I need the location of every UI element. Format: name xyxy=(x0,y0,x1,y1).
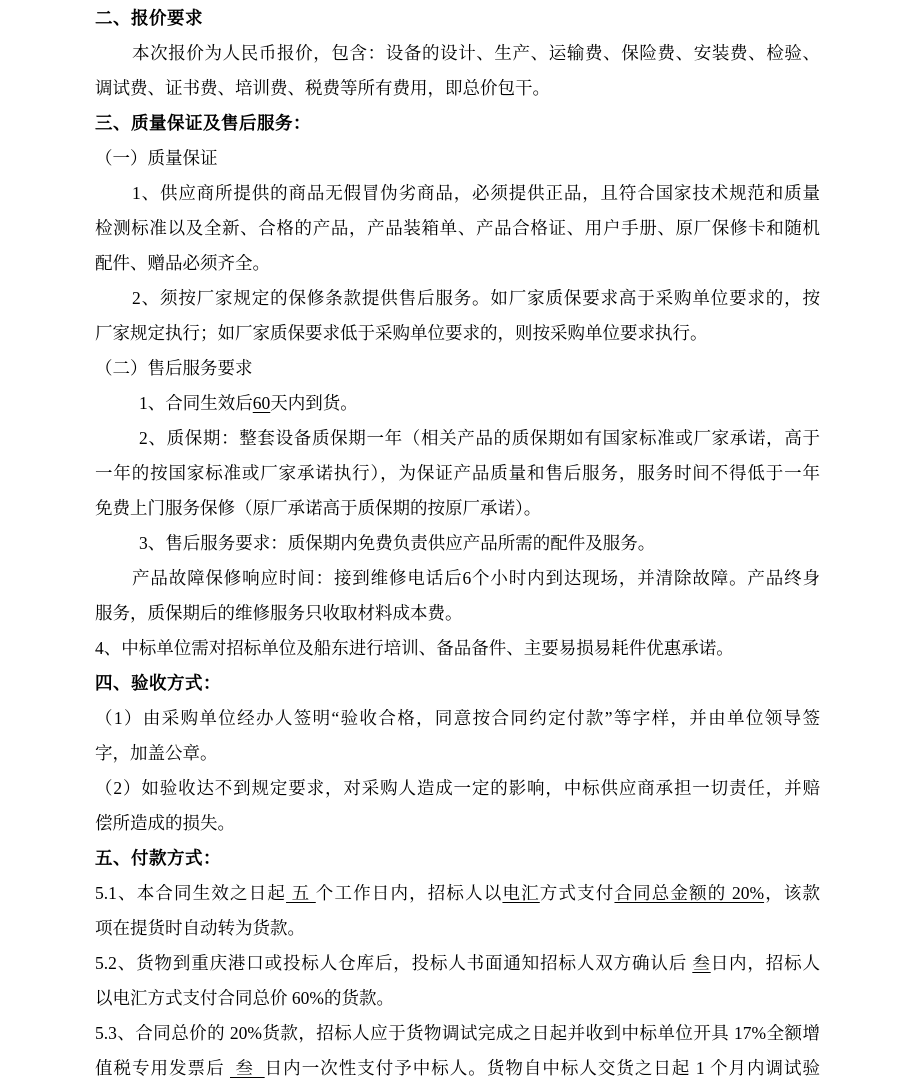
text-line xyxy=(95,316,820,351)
text-segment: 产品故障保修响应时间：接到维修电话后6个小时内到达现场，并清除故障。产品终身 xyxy=(132,568,820,588)
text-segment: 5.1、本合同生效之日起 xyxy=(95,883,287,903)
section-heading xyxy=(95,666,820,701)
text-segment: 项在提货时自动转为货款。 xyxy=(95,918,305,938)
text-segment: 厂家规定执行；如厂家质保要求低于采购单位要求的，则按采购单位要求执行。 xyxy=(95,323,708,343)
text-segment: 以电汇方式支付合同总价 60%的货款。 xyxy=(95,988,394,1008)
text-segment: 调试费、证书费、培训费、税费等所有费用，即总价包干。 xyxy=(95,78,550,98)
text-line xyxy=(95,456,820,491)
text-segment: 五、付款方式： xyxy=(95,848,221,868)
text-segment: 四、验收方式： xyxy=(95,673,221,693)
text-line xyxy=(95,806,820,841)
text-line xyxy=(95,246,820,281)
text-line xyxy=(95,386,820,421)
text-line xyxy=(95,1016,820,1051)
text-line xyxy=(95,36,820,71)
text-segment: 方式支付 xyxy=(539,883,615,903)
text-segment: （1）由采购单位经办人签明“验收合格，同意按合同约定付款”等字样，并由单位领导签 xyxy=(95,708,820,728)
text-segment: 配件、赠品必须齐全。 xyxy=(95,253,270,273)
section-heading xyxy=(95,841,820,876)
text-line xyxy=(95,176,820,211)
text-segment: 二、报价要求 xyxy=(95,8,203,28)
text-segment: 5.3、合同总价的 20%货款，招标人应于货物调试完成之日起并收到中标单位开具 17%全额增 xyxy=(95,1023,820,1043)
underlined-value: 叁 xyxy=(229,1058,265,1078)
text-line xyxy=(95,946,820,981)
section-heading xyxy=(95,106,820,141)
text-line xyxy=(95,211,820,246)
text-line xyxy=(95,71,820,106)
text-segment: 检测标准以及全新、合格的产品，产品装箱单、产品合格证、用户手册、原厂保修卡和随机 xyxy=(95,218,820,238)
text-line xyxy=(95,981,820,1016)
text-segment: 值税专用发票后 xyxy=(95,1058,230,1078)
text-line xyxy=(95,701,820,736)
underlined-value: 叁 xyxy=(692,953,711,973)
text-segment: 免费上门服务保修（原厂承诺高于质保期的按原厂承诺）。 xyxy=(95,498,542,518)
text-segment: 3、售后服务要求：质保期内免费负责供应产品所需的配件及服务。 xyxy=(139,533,656,553)
text-segment: 4、中标单位需对招标单位及船东进行培训、备品备件、主要易损易耗件优惠承诺。 xyxy=(95,638,734,658)
underlined-value: 60 xyxy=(252,393,271,413)
text-line xyxy=(95,631,820,666)
text-segment: 2、须按厂家规定的保修条款提供售后服务。如厂家质保要求高于采购单位要求的，按 xyxy=(132,288,820,308)
text-segment: 日内，招标人 xyxy=(710,953,820,973)
text-segment: 2、质保期：整套设备质保期一年（相关产品的质保期如有国家标准或厂家承诺，高于 xyxy=(139,428,820,448)
text-segment: 字，加盖公章。 xyxy=(95,743,218,763)
text-line xyxy=(95,736,820,771)
underlined-value: 合同总金额的 20% xyxy=(614,883,765,903)
text-line xyxy=(95,911,820,946)
text-segment: （二）售后服务要求 xyxy=(95,358,253,378)
document-body xyxy=(95,1,820,1086)
text-segment: 1、供应商所提供的商品无假冒伪劣商品，必须提供正品，且符合国家技术规范和质量 xyxy=(132,183,820,203)
text-line xyxy=(95,526,820,561)
underlined-value: 电汇 xyxy=(502,883,540,903)
text-segment: 个工作日内，招标人以 xyxy=(315,883,503,903)
text-line xyxy=(95,491,820,526)
text-segment: 1、合同生效后 xyxy=(139,393,253,413)
text-segment: 三、质量保证及售后服务： xyxy=(95,113,311,133)
text-line xyxy=(95,561,820,596)
text-segment: （2）如验收达不到规定要求，对采购人造成一定的影响，中标供应商承担一切责任，并赔 xyxy=(95,778,820,798)
text-segment: 天内到货。 xyxy=(270,393,358,413)
text-line xyxy=(95,141,820,176)
text-segment: 本次报价为人民币报价，包含：设备的设计、生产、运输费、保险费、安装费、检验、 xyxy=(132,43,820,63)
text-segment: 偿所造成的损失。 xyxy=(95,813,235,833)
text-line xyxy=(95,351,820,386)
text-segment: 日内一次性支付予中标人。货物自中标人交货之日起 1 个月内调试验 xyxy=(264,1058,820,1078)
text-line xyxy=(95,771,820,806)
text-segment: （一）质量保证 xyxy=(95,148,218,168)
text-line xyxy=(95,876,820,911)
text-line xyxy=(95,596,820,631)
underlined-value: 五 xyxy=(286,883,316,903)
text-segment: 5.2、货物到重庆港口或投标人仓库后，投标人书面通知招标人双方确认后 xyxy=(95,953,693,973)
section-heading xyxy=(95,1,820,36)
text-segment: ，该款 xyxy=(764,883,820,903)
text-line xyxy=(95,1051,820,1086)
text-line xyxy=(95,421,820,456)
text-line xyxy=(95,281,820,316)
text-segment: 一年的按国家标准或厂家承诺执行），为保证产品质量和售后服务，服务时间不得低于一年 xyxy=(95,463,820,483)
text-segment: 服务，质保期后的维修服务只收取材料成本费。 xyxy=(95,603,463,623)
